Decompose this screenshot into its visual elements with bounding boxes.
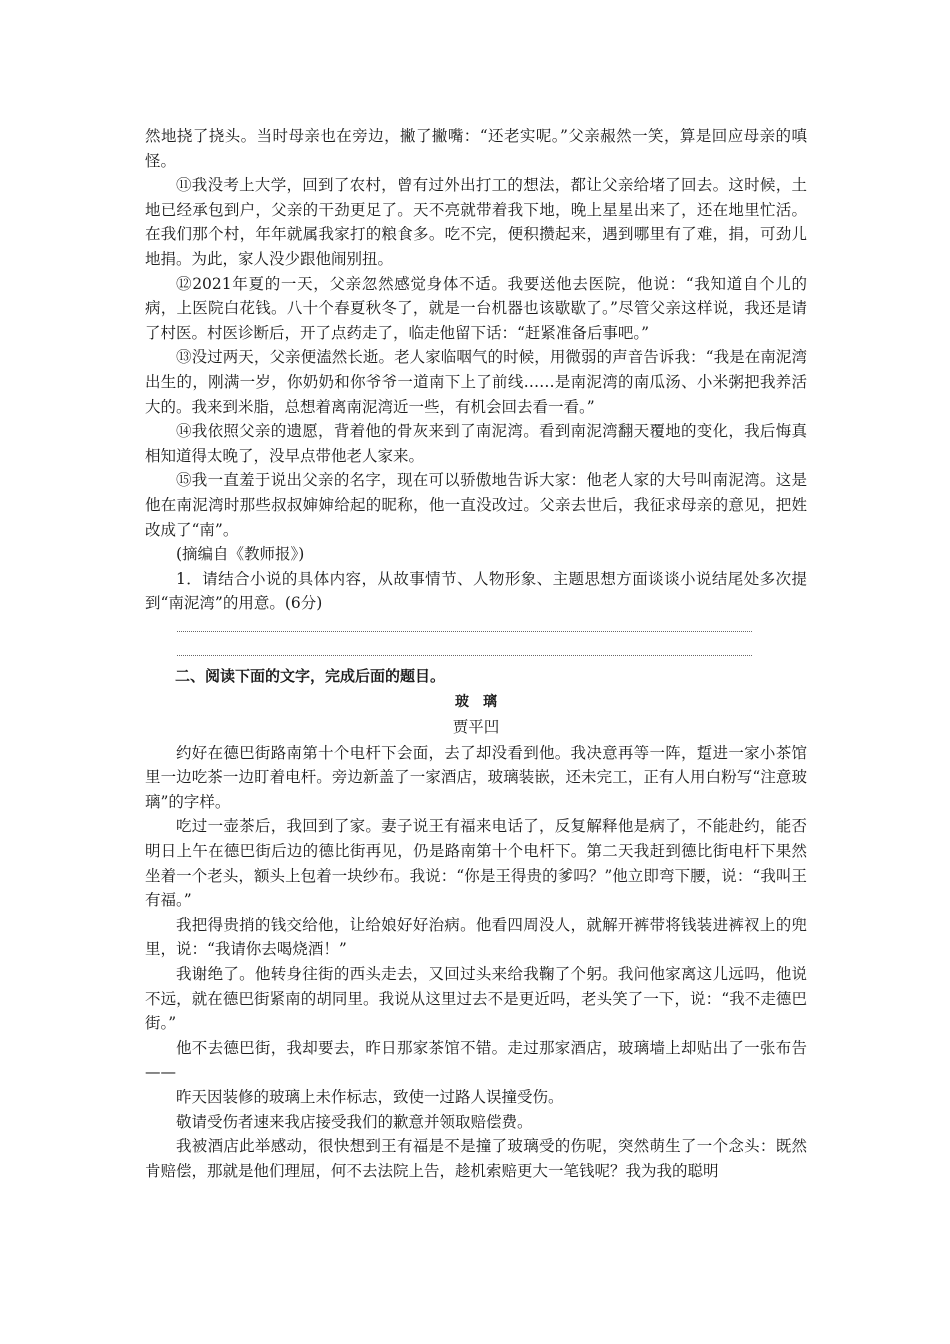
- section-title: 二、阅读下面的文字，完成后面的题目。: [175, 666, 446, 685]
- paragraph-continued: 然地挠了挠头。当时母亲也在旁边，撇了撇嘴：“还老实呢。”父亲赧然一笑，算是回应母亲的嗔怪。: [145, 127, 807, 170]
- source-note: (摘编自《教师报》): [176, 545, 305, 564]
- story-paragraph: 我被酒店此举感动，很快想到王有福是不是撞了玻璃受的伤呢，突然萌生了一个念头：既然肯赔偿，那就是他们理屈，何不去法院上告，趁机索赔更大一笔钱呢？我为我的聪明: [145, 1137, 807, 1180]
- question-1: 1．请结合小说的具体内容，从故事情节、人物形象、主题思想方面谈谈小说结尾处多次提到“南泥湾”的用意。(6分): [145, 569, 807, 613]
- story-paragraph: 他不去德巴街，我却要去，昨日那家茶馆不错。走过那家酒店，玻璃墙上却贴出了一张布告——: [145, 1038, 807, 1082]
- story-paragraph: 约好在德巴街路南第十个电杆下会面，去了却没看到他。我决意再等一阵，踅进一家小茶馆里一边吃茶一边盯着电杆。旁边新盖了一家酒店，玻璃装嵌，还未完工，正有人用白粉写“注意玻璃”的字样。: [145, 743, 807, 811]
- paragraph-14: ⑭我依照父亲的遗愿，背着他的骨灰来到了南泥湾。看到南泥湾翻天覆地的变化，我后悔真相知道得太晚了，没早点带他老人家来。: [145, 422, 807, 465]
- document-page: [145, 124, 807, 1183]
- paragraph-15: ⑮我一直羞于说出父亲的名字，现在可以骄傲地告诉大家：他老人家的大号叫南泥湾。这是他在南泥湾时那些叔叔婶婶给起的昵称，他一直没改过。父亲去世后，我征求母亲的意见，把姓改成了“南”。: [145, 471, 807, 539]
- story-title: 玻璃: [455, 694, 511, 711]
- paragraph-13: ⑬没过两天，父亲便溘然长逝。老人家临咽气的时候，用微弱的声音告诉我：“我是在南泥湾出生的，刚满一岁，你奶奶和你爷爷一道南下上了前线……是南泥湾的南瓜汤、小米粥把我养活大的。我来到米脂，总想着离南泥湾近一些，有机会回去看一看。”: [145, 348, 807, 416]
- answer-line: [177, 631, 752, 632]
- notice-line: 敬请受伤者速来我店接受我们的歉意并领取赔偿费。: [176, 1112, 533, 1131]
- notice-line: 昨天因装修的玻璃上未作标志，致使一过路人误撞受伤。: [176, 1087, 564, 1106]
- story-author: 贾平凹: [452, 718, 500, 737]
- paragraph-12: ⑫2021年夏的一天，父亲忽然感觉身体不适。我要送他去医院，他说：“我知道自个儿的病，上医院白花钱。八十个春夏秋冬了，就是一台机器也该歇歇了。”尽管父亲这样说，我还是请了村医。村医诊断后，开了点药走了，临走他留下话：“赶紧准备后事吧。”: [145, 274, 807, 342]
- story-paragraph: 我谢绝了。他转身往街的西头走去，又回过头来给我鞠了个躬。我问他家离这儿远吗，他说不远，就在德巴街紧南的胡同里。我说从这里过去不是更近吗，老头笑了一下，说：“我不走德巴街。”: [145, 965, 807, 1033]
- story-paragraph: 我把得贵捎的钱交给他，让给娘好好治病。他看四周没人，就解开裤带将钱装进裤衩上的兜里，说：“我请你去喝烧酒！”: [145, 915, 807, 959]
- story-paragraph: 吃过一壶茶后，我回到了家。妻子说王有福来电话了，反复解释他是病了，不能赴约，能否明日上午在德巴街后边的德比街再见，仍是路南第十个电杆下。第二天我赶到德比街电杆下果然坐着一个老头，额头上包着一块纱布。我说：“你是王得贵的爹吗？”他立即弯下腰，说：“我叫王有福。”: [145, 817, 807, 910]
- paragraph-11: ⑪我没考上大学，回到了农村，曾有过外出打工的想法，都让父亲给堵了回去。这时候，土地已经承包到户，父亲的干劲更足了。天不亮就带着我下地，晚上星星出来了，还在地里忙活。在我们那个村，年年就属我家打的粮食多。吃不完，便积攒起来，遇到哪里有了难，捐，可劲儿地捐。为此，家人没少跟他闹别扭。: [145, 176, 807, 268]
- answer-line: [177, 655, 752, 656]
